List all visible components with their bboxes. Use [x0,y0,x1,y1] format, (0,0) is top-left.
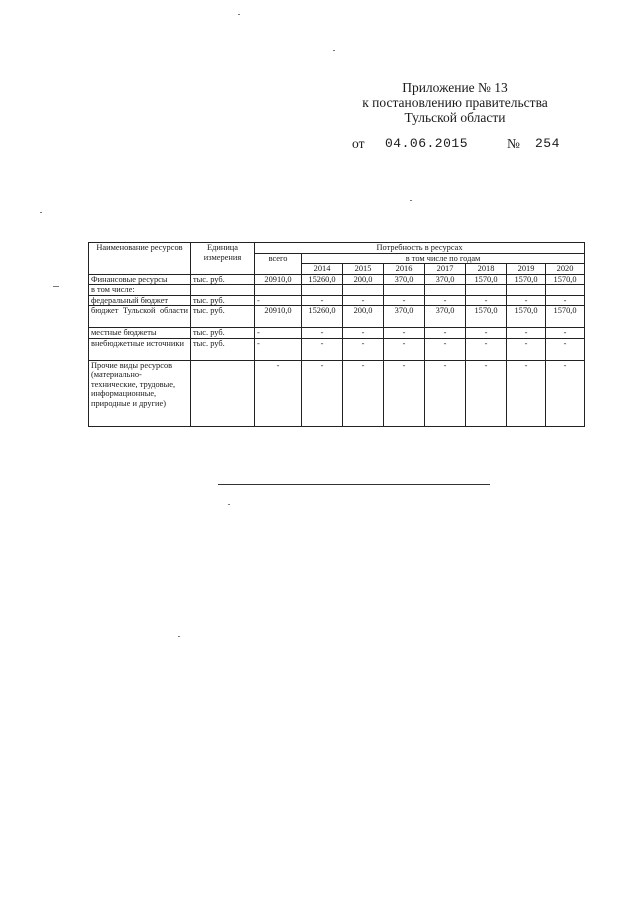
row-total: 20910,0 [255,274,302,285]
row-year-value [507,285,546,296]
row-year-value: 1570,0 [466,306,507,328]
col-header-year: 2019 [507,264,546,275]
row-year-value [425,285,466,296]
decree-from-label: от [352,136,365,151]
row-year-value: - [546,360,585,426]
col-header-year: 2016 [384,264,425,275]
appendix-header [340,80,570,125]
row-year-value: - [302,360,343,426]
appendix-subtitle: к постановлению правительства [362,95,548,110]
row-year-value: - [343,328,384,339]
row-year-value: 370,0 [425,306,466,328]
row-year-value: 15260,0 [302,306,343,328]
row-year-value: - [425,360,466,426]
decree-number: 254 [535,136,560,151]
row-year-value: - [466,328,507,339]
table-row [89,360,585,426]
table-row [89,295,585,306]
row-total: - [255,328,302,339]
col-header-year: 2018 [466,264,507,275]
resources-table [88,242,585,427]
appendix-title: Приложение № 13 [402,80,508,95]
row-year-value: - [384,295,425,306]
row-year-value: - [466,338,507,360]
row-year-value: - [343,360,384,426]
decree-number-label: № [507,136,520,151]
row-unit [191,360,255,426]
table-row [89,274,585,285]
row-year-value: 1570,0 [546,306,585,328]
col-header-year: 2015 [343,264,384,275]
row-name: Финансовые ресурсы [89,274,191,285]
row-year-value: - [302,328,343,339]
row-year-value: - [507,338,546,360]
col-header-unit: Единица измерения [191,243,255,275]
col-header-year: 2014 [302,264,343,275]
row-year-value [302,285,343,296]
row-total: 20910,0 [255,306,302,328]
row-year-value: - [425,295,466,306]
row-year-value: - [302,295,343,306]
row-year-value [546,285,585,296]
row-name: внебюджетные источники [89,338,191,360]
row-total [255,285,302,296]
row-total: - [255,360,302,426]
row-name: местные бюджеты [89,328,191,339]
row-name: Прочие виды ресурсов (материально-технические, трудовые, информационные, природные и другие) [89,360,191,426]
row-unit [191,285,255,296]
col-header-year: 2020 [546,264,585,275]
row-unit: тыс. руб. [191,338,255,360]
scan-speck [238,14,240,15]
row-year-value: 200,0 [343,274,384,285]
row-year-value: 370,0 [384,306,425,328]
row-year-value: - [507,360,546,426]
row-year-value: 1570,0 [546,274,585,285]
row-year-value: - [466,295,507,306]
table-row [89,328,585,339]
row-year-value [466,285,507,296]
scan-speck [53,286,59,287]
scan-speck [40,212,42,213]
row-year-value: - [384,328,425,339]
row-year-value [343,285,384,296]
row-year-value: 15260,0 [302,274,343,285]
row-year-value: - [546,295,585,306]
row-year-value: - [343,295,384,306]
row-year-value: 200,0 [343,306,384,328]
col-header-name: Наименование ресурсов [89,243,191,275]
scan-speck [410,200,412,201]
row-year-value: - [384,338,425,360]
col-header-year: 2017 [425,264,466,275]
scan-speck [228,504,230,505]
row-year-value: 370,0 [425,274,466,285]
row-year-value: 1570,0 [507,274,546,285]
row-year-value: 1570,0 [466,274,507,285]
decree-date: 04.06.2015 [385,136,469,151]
scan-speck [333,50,335,51]
row-year-value: - [466,360,507,426]
row-year-value: - [384,360,425,426]
row-year-value: - [302,338,343,360]
row-name: бюджет Тульской области [89,306,191,328]
row-year-value: - [425,338,466,360]
row-unit: тыс. руб. [191,306,255,328]
appendix-region: Тульской области [404,110,506,125]
col-header-need: Потребность в ресурсах [255,243,585,254]
row-total: - [255,295,302,306]
row-name: в том числе: [89,285,191,296]
table-row [89,285,585,296]
row-year-value: - [425,328,466,339]
row-year-value: 1570,0 [507,306,546,328]
signature-line [218,484,490,485]
row-year-value: 370,0 [384,274,425,285]
row-unit: тыс. руб. [191,274,255,285]
table-row [89,306,585,328]
row-year-value: - [507,328,546,339]
row-year-value: - [507,295,546,306]
row-year-value: - [343,338,384,360]
table-header-row [89,243,585,254]
row-unit: тыс. руб. [191,295,255,306]
scan-speck [178,636,180,637]
col-header-by-years: в том числе по годам [302,253,585,264]
row-year-value [384,285,425,296]
row-unit: тыс. руб. [191,328,255,339]
row-name: федеральный бюджет [89,295,191,306]
col-header-total: всего [255,253,302,274]
row-year-value: - [546,338,585,360]
row-total: - [255,338,302,360]
table-row [89,338,585,360]
row-year-value: - [546,328,585,339]
